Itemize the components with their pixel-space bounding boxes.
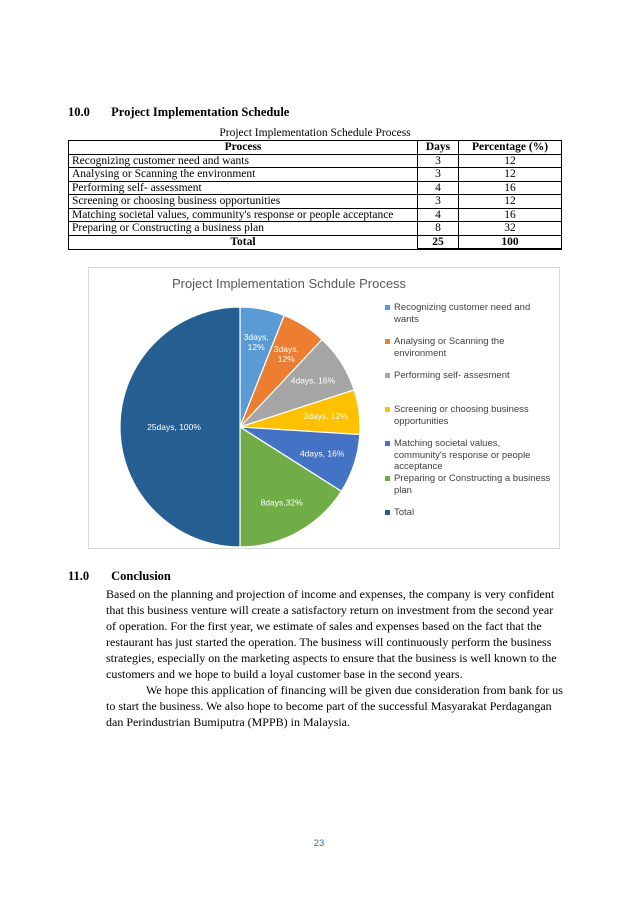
pie-chart-plot [89,268,379,548]
legend-label: Matching societal values, community's response or people acceptance [394,438,531,472]
table-row [69,181,562,195]
page-number: 23 [313,838,325,849]
pie-chart [88,267,560,549]
legend-label: Total [394,507,415,518]
section-11-title: Conclusion [111,569,171,583]
table-caption: Project Implementation Schedule Process [219,127,411,139]
pie-data-label-5: 8days,32% [260,497,303,508]
table-total-row [69,235,562,249]
table-header-row [69,141,562,155]
cell-percentage: 12 [459,154,562,168]
section-11-number: 11.0 [68,569,90,583]
cell-percentage: 16 [459,181,562,195]
legend-item [385,336,555,359]
legend-swatch [385,305,390,310]
legend-label: Analysing or Scanning the environment [394,336,505,359]
pie-data-label-3: 3days, 12% [303,411,348,422]
legend-label: Performing self- assesment [394,370,510,381]
pie-data-label-1: 3days, 12% [273,344,299,365]
pie-data-label-0: 3days, 12% [243,332,269,353]
cell-process: Preparing or Constructing a business plan [69,222,418,236]
legend-item [385,507,555,519]
table-row [69,208,562,222]
table-row [69,195,562,209]
cell-days: 3 [418,195,459,209]
section-11-heading [68,569,171,584]
cell-total-percentage: 100 [459,235,562,249]
legend-item [385,370,555,382]
cell-percentage: 32 [459,222,562,236]
table-row [69,154,562,168]
cell-process: Analysing or Scanning the environment [69,168,418,182]
legend-swatch [385,373,390,378]
cell-total-label: Total [69,235,418,249]
pie-data-label-2: 4days, 16% [290,375,336,386]
legend-item [385,438,555,473]
conclusion-paragraph-1: Based on the planning and projection of income and expenses, the company is very confident that this business venture will create a satisfactory return on investment from the second year of operation. For the first year, we estimate of sales and expenses based on the fact that the restaurant has just started the operation. The business will continuously perform the business strategies, especially on the marketing aspects to ensure that the business is well known to the customers and we hope to build a loyal customer base in the second years. [106,587,557,681]
table-row [69,222,562,236]
schedule-table [68,140,562,250]
pie-data-label-4: 4days, 16% [299,448,345,459]
cell-percentage: 12 [459,195,562,209]
section-10-title: Project Implementation Schedule [111,105,290,119]
legend-item [385,302,555,325]
cell-days: 8 [418,222,459,236]
section-10-heading [68,105,289,120]
cell-process: Recognizing customer need and wants [69,154,418,168]
legend-swatch [385,407,390,412]
cell-process: Matching societal values, community's response or people acceptance [69,208,418,222]
legend-swatch [385,339,390,344]
legend-label: Recognizing customer need and wants [394,302,531,325]
col-header-percentage: Percentage (%) [459,141,562,155]
cell-process: Screening or choosing business opportunities [69,195,418,209]
cell-process: Performing self- assessment [69,181,418,195]
table-row [69,168,562,182]
cell-days: 3 [418,154,459,168]
conclusion-text [106,586,564,730]
section-10-number: 10.0 [68,105,90,119]
pie-data-label-6: 25days, 100% [147,422,201,432]
legend-item [385,404,555,427]
legend-label: Screening or choosing business opportunities [394,404,529,427]
legend-item [385,473,555,496]
cell-percentage: 16 [459,208,562,222]
col-header-process: Process [69,141,418,155]
legend-swatch [385,476,390,481]
conclusion-paragraph-2: We hope this application of financing will be given due consideration from bank for us to start the business. We also hope to become part of the successful Masyarakat Perdagangan dan Perindustrian Bumiputra (MPPB) in Malaysia. [106,683,563,729]
cell-days: 4 [418,181,459,195]
cell-total-days: 25 [418,235,459,249]
cell-days: 4 [418,208,459,222]
legend-swatch [385,441,390,446]
legend-swatch [385,510,390,515]
legend-label: Preparing or Constructing a business plan [394,473,551,496]
chart-title: Project Implementation Schdule Process [171,276,407,291]
cell-percentage: 12 [459,168,562,182]
col-header-days: Days [418,141,459,155]
cell-days: 3 [418,168,459,182]
